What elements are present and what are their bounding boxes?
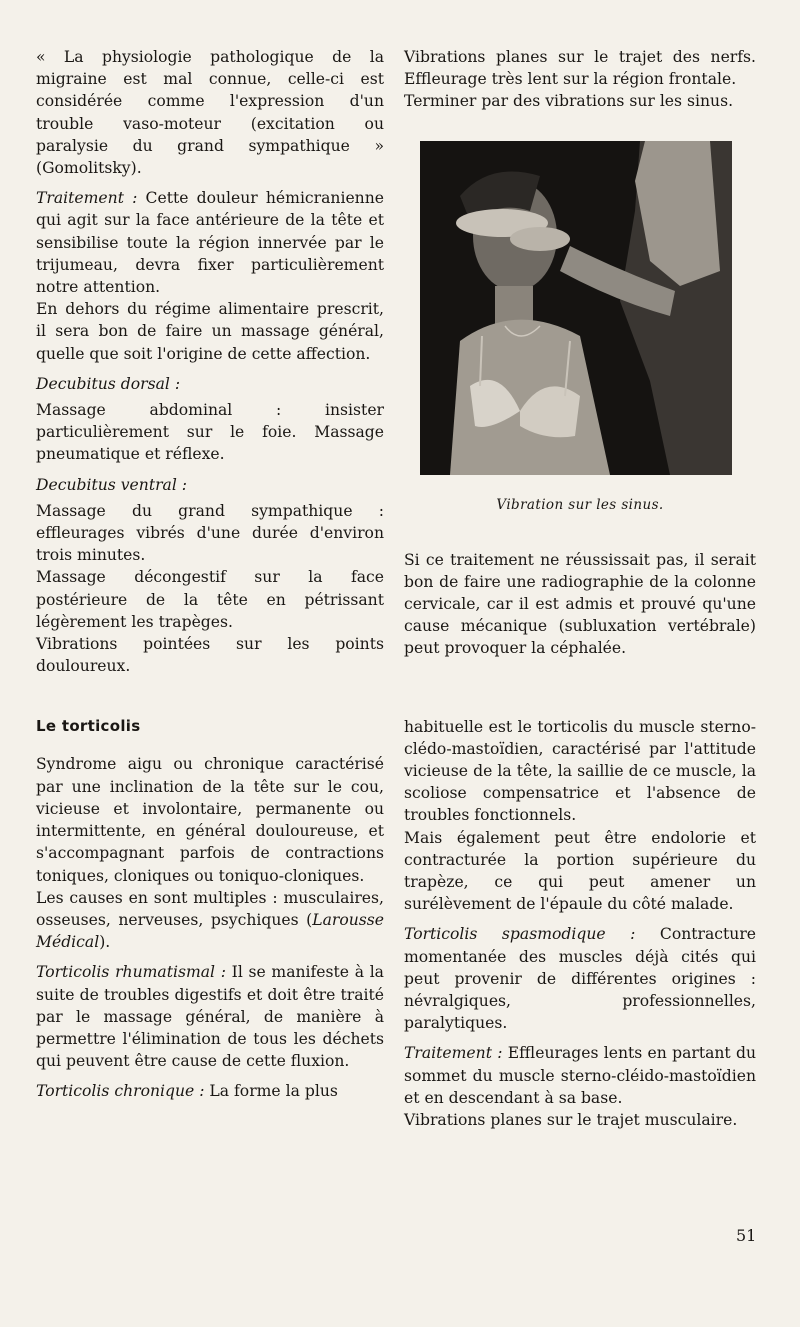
- treatment-torticolis-label: Traitement :: [404, 1044, 503, 1063]
- chronic-label: Torticolis chronique :: [36, 1082, 205, 1101]
- paragraph-treatment: [36, 187, 384, 298]
- photo-sinus-vibration: [420, 141, 732, 475]
- paragraph-decongestive-massage: Massage décongestif sur la face postérieure de la tête en pétrissant légèrement les trapèges.: [36, 568, 384, 631]
- spasmodic-label: Torticolis spasmodique :: [404, 925, 636, 944]
- treatment-label: Traitement :: [36, 189, 138, 208]
- paragraph-spasmodic: [404, 923, 756, 1034]
- treatment-text: Cette douleur hémicranienne qui agit sur la face antérieure de la tête et sensibilise toute la région innervée par le trijumeau, devra fixer particulièrement notre attention.: [36, 189, 384, 297]
- right-column: [404, 46, 756, 1139]
- rheumatic-label: Torticolis rhumatismal :: [36, 963, 226, 982]
- causes-reference: Larousse Médical: [36, 910, 384, 952]
- spasmodic-text: Contracture momentanée des muscles déjà cités qui peut provenir de différentes origines : névralgiques, professionnelles, paralytiques.: [404, 925, 757, 1033]
- heading-decubitus-ventral: Decubitus ventral :: [36, 475, 188, 494]
- left-column: [36, 46, 384, 1111]
- paragraph-common-torticolis: habituelle est le torticolis du muscle sterno-clédo-mastoïdien, caractérisé par l'attitude vicieuse de la tête, la saillie de ce muscle, la scoliose compensatrice et l'absence de troubles fonctionnels.: [404, 717, 756, 825]
- causes-text: Les causes en sont multiples : musculaires, osseuses, nerveuses, psychiques (: [36, 888, 384, 929]
- paragraph-sympathetic-massage: Massage du grand sympathique : effleurages vibrés d'une durée d'environ trois minutes.: [36, 501, 384, 565]
- paragraph-chronic: [36, 1080, 384, 1102]
- photo-illustration: [420, 141, 732, 475]
- paragraph-nerve-vibrations: Vibrations planes sur le trajet des nerfs. Effleurage très lent sur la région frontale.: [404, 48, 756, 89]
- section-heading-torticolis: Le torticolis: [36, 717, 141, 736]
- causes-text-end: ).: [99, 933, 111, 952]
- paragraph-diet: En dehors du régime alimentaire prescrit, il sera bon de faire un massage général, quelle que soit l'origine de cette affection.: [36, 300, 384, 363]
- photo-caption: Vibration sur les sinus.: [496, 496, 664, 513]
- rheumatic-text: Il se manifeste à la suite de troubles digestifs et doit être traité par le massage général, de manière à permettre l'élimination de tous les déchets qui peuvent être cause de cette fluxion.: [36, 963, 384, 1071]
- paragraph-syndrome: Syndrome aigu ou chronique caractérisé par une inclination de la tête sur le cou, vicieuse et involontaire, permanente ou intermittente, en général douloureuse, et s'accompagnant parfois de contractions toniques, cloniques ou toniquo-cloniques.: [36, 755, 384, 885]
- paragraph-radiography: Si ce traitement ne réussissait pas, il serait bon de faire une radiographie de la colonne cervicale, car il est admis et prouvé qu'une cause mécanique (subluxation vertébrale) peut provoquer la céphalée.: [404, 550, 756, 658]
- paragraph-rheumatic: [36, 961, 384, 1072]
- paragraph-migraine-physiology: « La physiologie pathologique de la migraine est mal connue, celle-ci est considérée comme l'expression d'un trouble vaso-moteur (excitation ou paralysie du grand sympathique » (Gomolitsky).: [36, 48, 384, 178]
- paragraph-causes: [36, 887, 384, 954]
- paragraph-treatment-torticolis: [404, 1042, 756, 1109]
- paragraph-muscular-vibrations: Vibrations planes sur le trajet musculaire.: [404, 1111, 738, 1130]
- chronic-text: La forme la plus: [204, 1082, 338, 1101]
- paragraph-abdominal-massage: Massage abdominal : insister particulièrement sur le foie. Massage pneumatique et réflexe.: [36, 401, 384, 464]
- paragraph-sinus-vibrations: Terminer par des vibrations sur les sinus.: [404, 92, 734, 111]
- paragraph-trapezius: Mais également peut être endolorie et contracturée la portion supérieure du trapèze, ce qui peut amener un surélèvement de l'épaule du côté malade.: [404, 828, 756, 914]
- treatment-torticolis-text: Effleurages lents en partant du sommet du muscle sterno-cléido-mastoïdien et en descendant à sa base.: [404, 1044, 757, 1107]
- paragraph-pointed-vibrations: Vibrations pointées sur les points douloureux.: [36, 635, 384, 676]
- heading-decubitus-dorsal: Decubitus dorsal :: [36, 374, 181, 393]
- page-number: 51: [736, 1226, 757, 1245]
